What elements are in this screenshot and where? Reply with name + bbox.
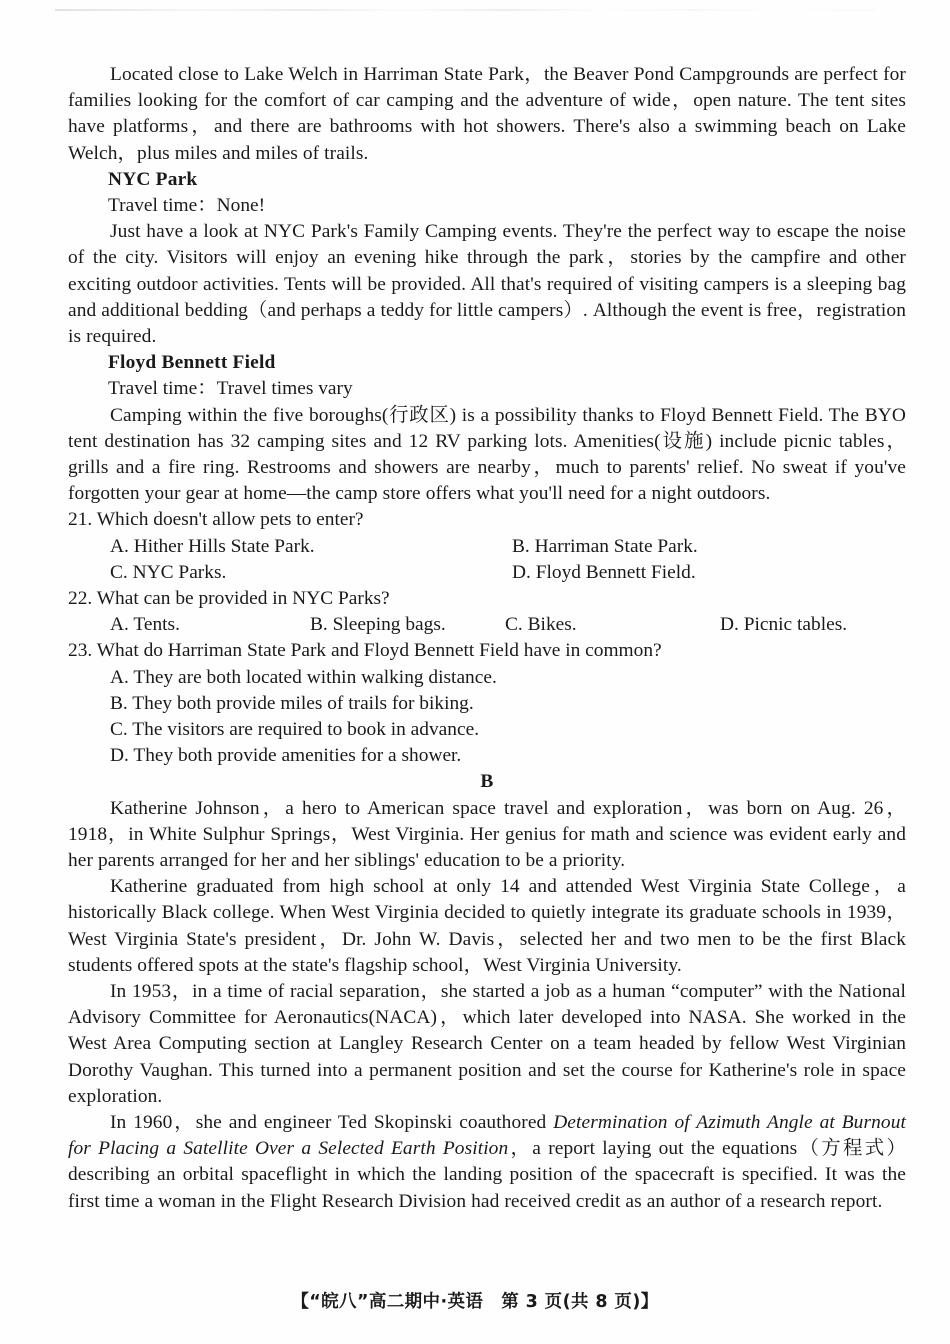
question-21-options-row-1 <box>68 534 906 560</box>
question-22-option-d[interactable]: D. Picnic tables. <box>720 614 848 636</box>
question-21-stem: 21. Which doesn't allow pets to enter? <box>68 509 364 531</box>
page-footer: 【“皖八”高二期中·英语 第 3 页(共 8 页)】 <box>291 1292 659 1312</box>
passage-b-paragraph-2: Katherine graduated from high school at only 14 and attended West Virginia State College，a historically Black college. When West Virginia decided to quietly integrate its graduate schools in 1939，West Virginia State's president，Dr. John W. Davis，selected her and two men to be the first Black students offered spots at the state's flagship school，West Virginia University. <box>68 876 906 976</box>
question-21-option-c[interactable]: C. NYC Parks. <box>110 561 227 583</box>
passage-b-paragraph-4 <box>68 1110 906 1215</box>
question-22-option-c[interactable]: C. Bikes. <box>505 614 577 636</box>
question-22-option-b[interactable]: B. Sleeping bags. <box>310 614 446 636</box>
passage-b-section-letter: B <box>480 771 494 793</box>
entry-heading-nyc-park: NYC Park <box>108 168 198 190</box>
question-21-options-row-2 <box>68 560 906 586</box>
page-content <box>68 62 906 1215</box>
paragraph-4-text-before-title: In 1960，she and engineer Ted Skopinski coauthored <box>110 1112 554 1134</box>
question-22-option-a[interactable]: A. Tents. <box>110 614 180 636</box>
question-22-options-row <box>68 612 906 638</box>
question-22-stem: 22. What can be provided in NYC Parks? <box>68 588 390 610</box>
entry-travel-time-nyc-park: Travel time：None! <box>108 195 266 217</box>
scan-artifact-line <box>55 9 875 11</box>
passage-b-paragraph-1: Katherine Johnson，a hero to American space travel and exploration，was born on Aug. 26，1918，in White Sulphur Springs，West Virginia. Her genius for math and science was evident early and her parents arranged for her and her siblings' education to be a priority. <box>68 797 906 872</box>
passage-b-paragraph-3: In 1953，in a time of racial separation，she started a job as a human “computer” with the National Advisory Committee for Aeronautics(NACA)，which later developed into NASA. She worked in the West Area Computing section at Langley Research Center on a team headed by fellow West Virginian Dorothy Vaughan. This turned into a permanent position and set the course for Katherine's role in space exploration. <box>68 981 906 1107</box>
entry-heading-floyd-bennett-field: Floyd Bennett Field <box>108 352 276 374</box>
question-23-option-a[interactable]: A. They are both located within walking distance. <box>110 666 497 688</box>
question-21-option-d[interactable]: D. Floyd Bennett Field. <box>512 561 696 583</box>
question-23-option-c[interactable]: C. The visitors are required to book in advance. <box>110 719 480 741</box>
paragraph-4-text-after-title: ，a report laying out the equations（方程式）describing an orbital spaceflight in which the landing position of the spacecraft is specified. It was the first time a woman in the Flight Research Division had received credit as an author of a research report. <box>68 1138 907 1212</box>
question-21-option-a[interactable]: A. Hither Hills State Park. <box>110 535 315 557</box>
question-21-option-b[interactable]: B. Harriman State Park. <box>512 535 698 557</box>
passage-a-intro-paragraph: Located close to Lake Welch in Harriman State Park，the Beaver Pond Campgrounds are perfect for families looking for the comfort of car camping and the adventure of wide，open nature. The tent sites have platforms，and there are bathrooms with hot showers. There's also a swimming beach on Lake Welch，plus miles and miles of trails. <box>68 64 906 164</box>
entry-description-floyd-bennett-field: Camping within the five boroughs(行政区) is a possibility thanks to Floyd Bennett Field. The BYO tent destination has 32 camping sites and 12 RV parking lots. Amenities(设施) include picnic tables，grills and a fire ring. Restrooms and showers are nearby，much to parents' relief. No sweat if you've forgotten your gear at home—the camp store offers what you'll need for a night outdoors. <box>68 404 906 505</box>
entry-description-nyc-park: Just have a look at NYC Park's Family Camping events. They're the perfect way to escape the noise of the city. Visitors will enjoy an evening hike through the park，stories by the campfire and other exciting outdoor activities. Tents will be provided. All that's required of visiting campers is a sleeping bag and additional bedding（and perhaps a teddy for little campers）. Although the event is free，registration is required. <box>68 221 906 348</box>
entry-travel-time-floyd-bennett-field: Travel time：Travel times vary <box>108 378 353 400</box>
question-23-stem: 23. What do Harriman State Park and Floyd Bennett Field have in common? <box>68 640 662 662</box>
question-23-option-d[interactable]: D. They both provide amenities for a shower. <box>110 745 462 767</box>
question-23-option-b[interactable]: B. They both provide miles of trails for biking. <box>110 692 474 714</box>
report-title: Determination of Azimuth Angle at Burnout for Placing a Satellite Over a Selected Earth Position <box>68 1112 906 1160</box>
